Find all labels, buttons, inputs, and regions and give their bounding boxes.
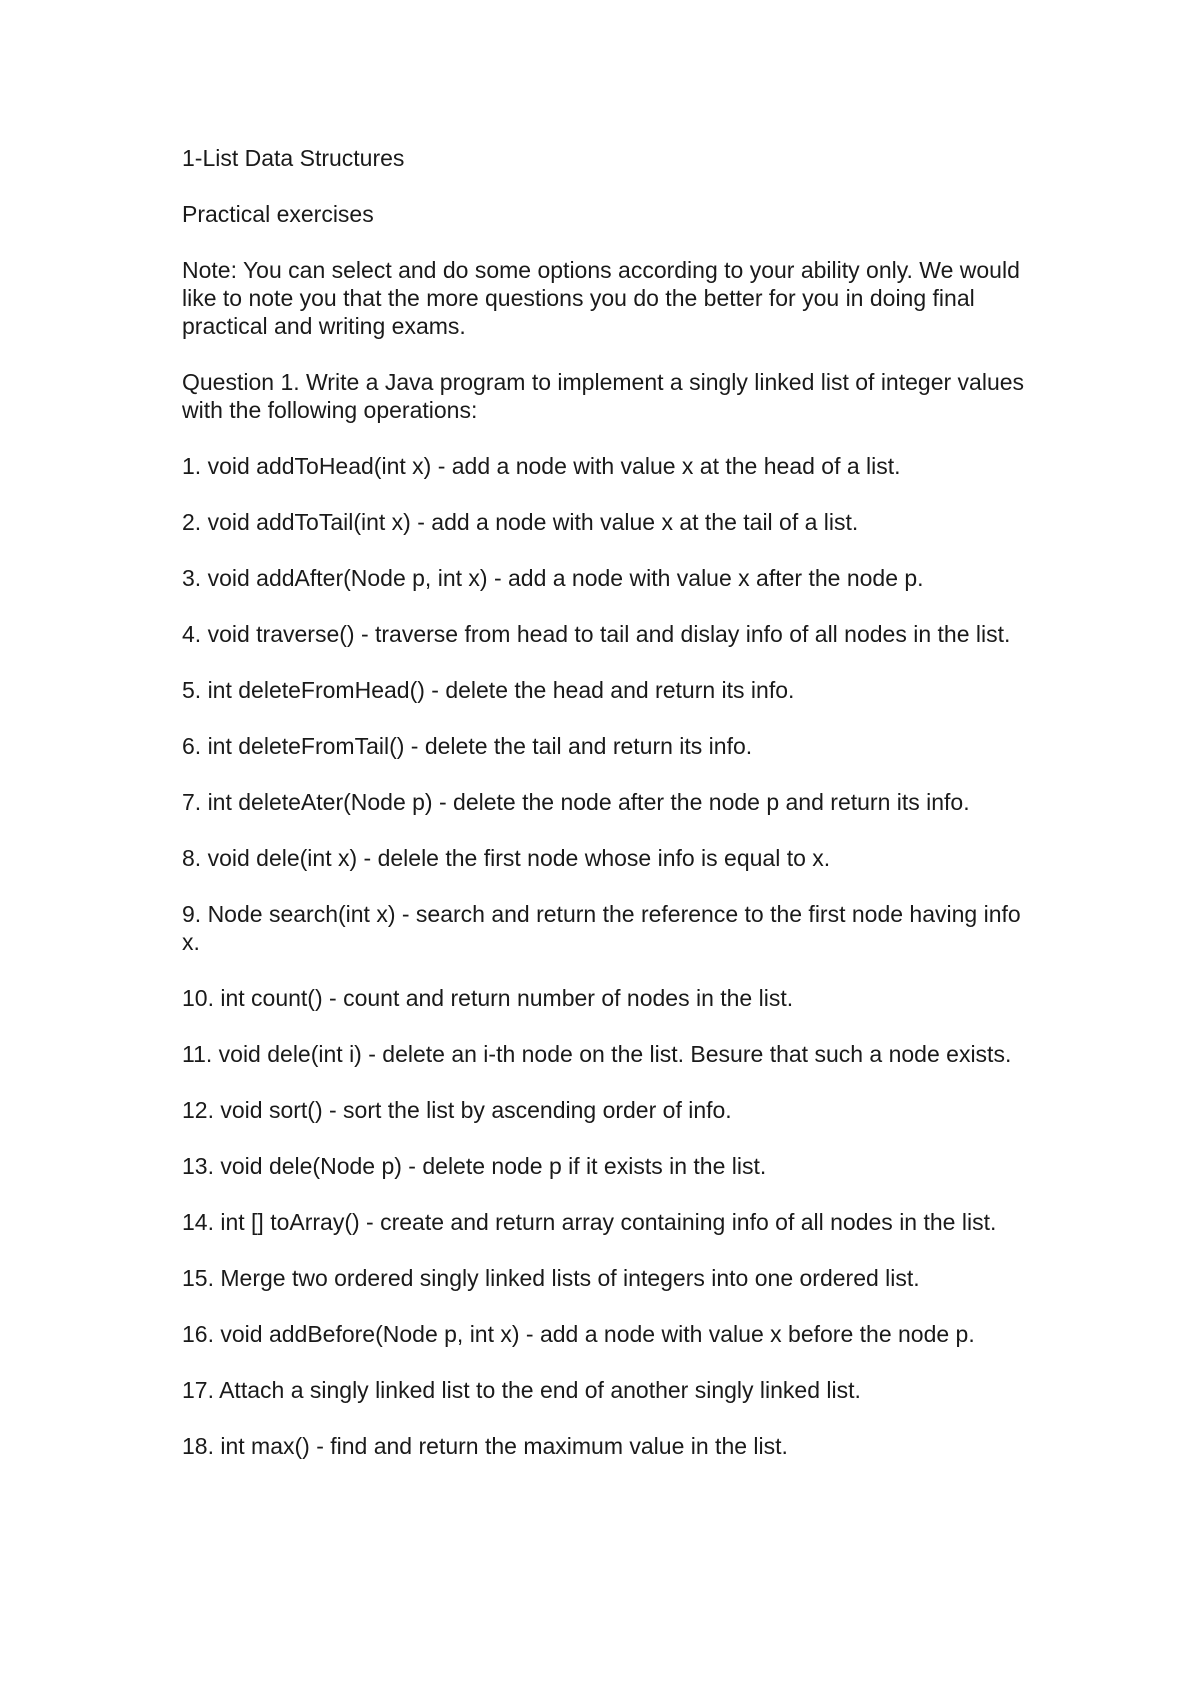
document-body bbox=[182, 144, 1042, 1488]
list-item: 10. int count() - count and return number of nodes in the list. bbox=[182, 985, 794, 1011]
document-subtitle: Practical exercises bbox=[182, 201, 374, 227]
list-item: 17. Attach a singly linked list to the end of another singly linked list. bbox=[182, 1377, 861, 1403]
list-item: 8. void dele(int x) - delele the first node whose info is equal to x. bbox=[182, 845, 831, 871]
list-item: 3. void addAfter(Node p, int x) - add a node with value x after the node p. bbox=[182, 565, 924, 591]
list-item: 9. Node search(int x) - search and return the reference to the first node having info x. bbox=[182, 901, 1021, 955]
list-item: 14. int [] toArray() - create and return array containing info of all nodes in the list. bbox=[182, 1209, 997, 1235]
question-paragraph: Question 1. Write a Java program to implement a singly linked list of integer values with the following operations: bbox=[182, 369, 1025, 423]
list-item: 11. void dele(int i) - delete an i-th node on the list. Besure that such a node exists. bbox=[182, 1041, 1012, 1067]
list-item: 15. Merge two ordered singly linked lists of integers into one ordered list. bbox=[182, 1265, 920, 1291]
list-item: 7. int deleteAter(Node p) - delete the node after the node p and return its info. bbox=[182, 789, 970, 815]
list-item: 13. void dele(Node p) - delete node p if it exists in the list. bbox=[182, 1153, 767, 1179]
list-item: 5. int deleteFromHead() - delete the head and return its info. bbox=[182, 677, 795, 703]
list-item: 6. int deleteFromTail() - delete the tail and return its info. bbox=[182, 733, 753, 759]
list-item: 18. int max() - find and return the maximum value in the list. bbox=[182, 1433, 788, 1459]
list-item: 16. void addBefore(Node p, int x) - add a node with value x before the node p. bbox=[182, 1321, 975, 1347]
note-paragraph: Note: You can select and do some options according to your ability only. We would like to note you that the more questions you do the better for you in doing final practical and writing exams. bbox=[182, 257, 1020, 339]
list-item: 4. void traverse() - traverse from head to tail and dislay info of all nodes in the list. bbox=[182, 621, 1011, 647]
list-item: 2. void addToTail(int x) - add a node with value x at the tail of a list. bbox=[182, 509, 859, 535]
list-item: 12. void sort() - sort the list by ascending order of info. bbox=[182, 1097, 732, 1123]
document-title: 1-List Data Structures bbox=[182, 145, 405, 171]
list-item: 1. void addToHead(int x) - add a node with value x at the head of a list. bbox=[182, 453, 901, 479]
